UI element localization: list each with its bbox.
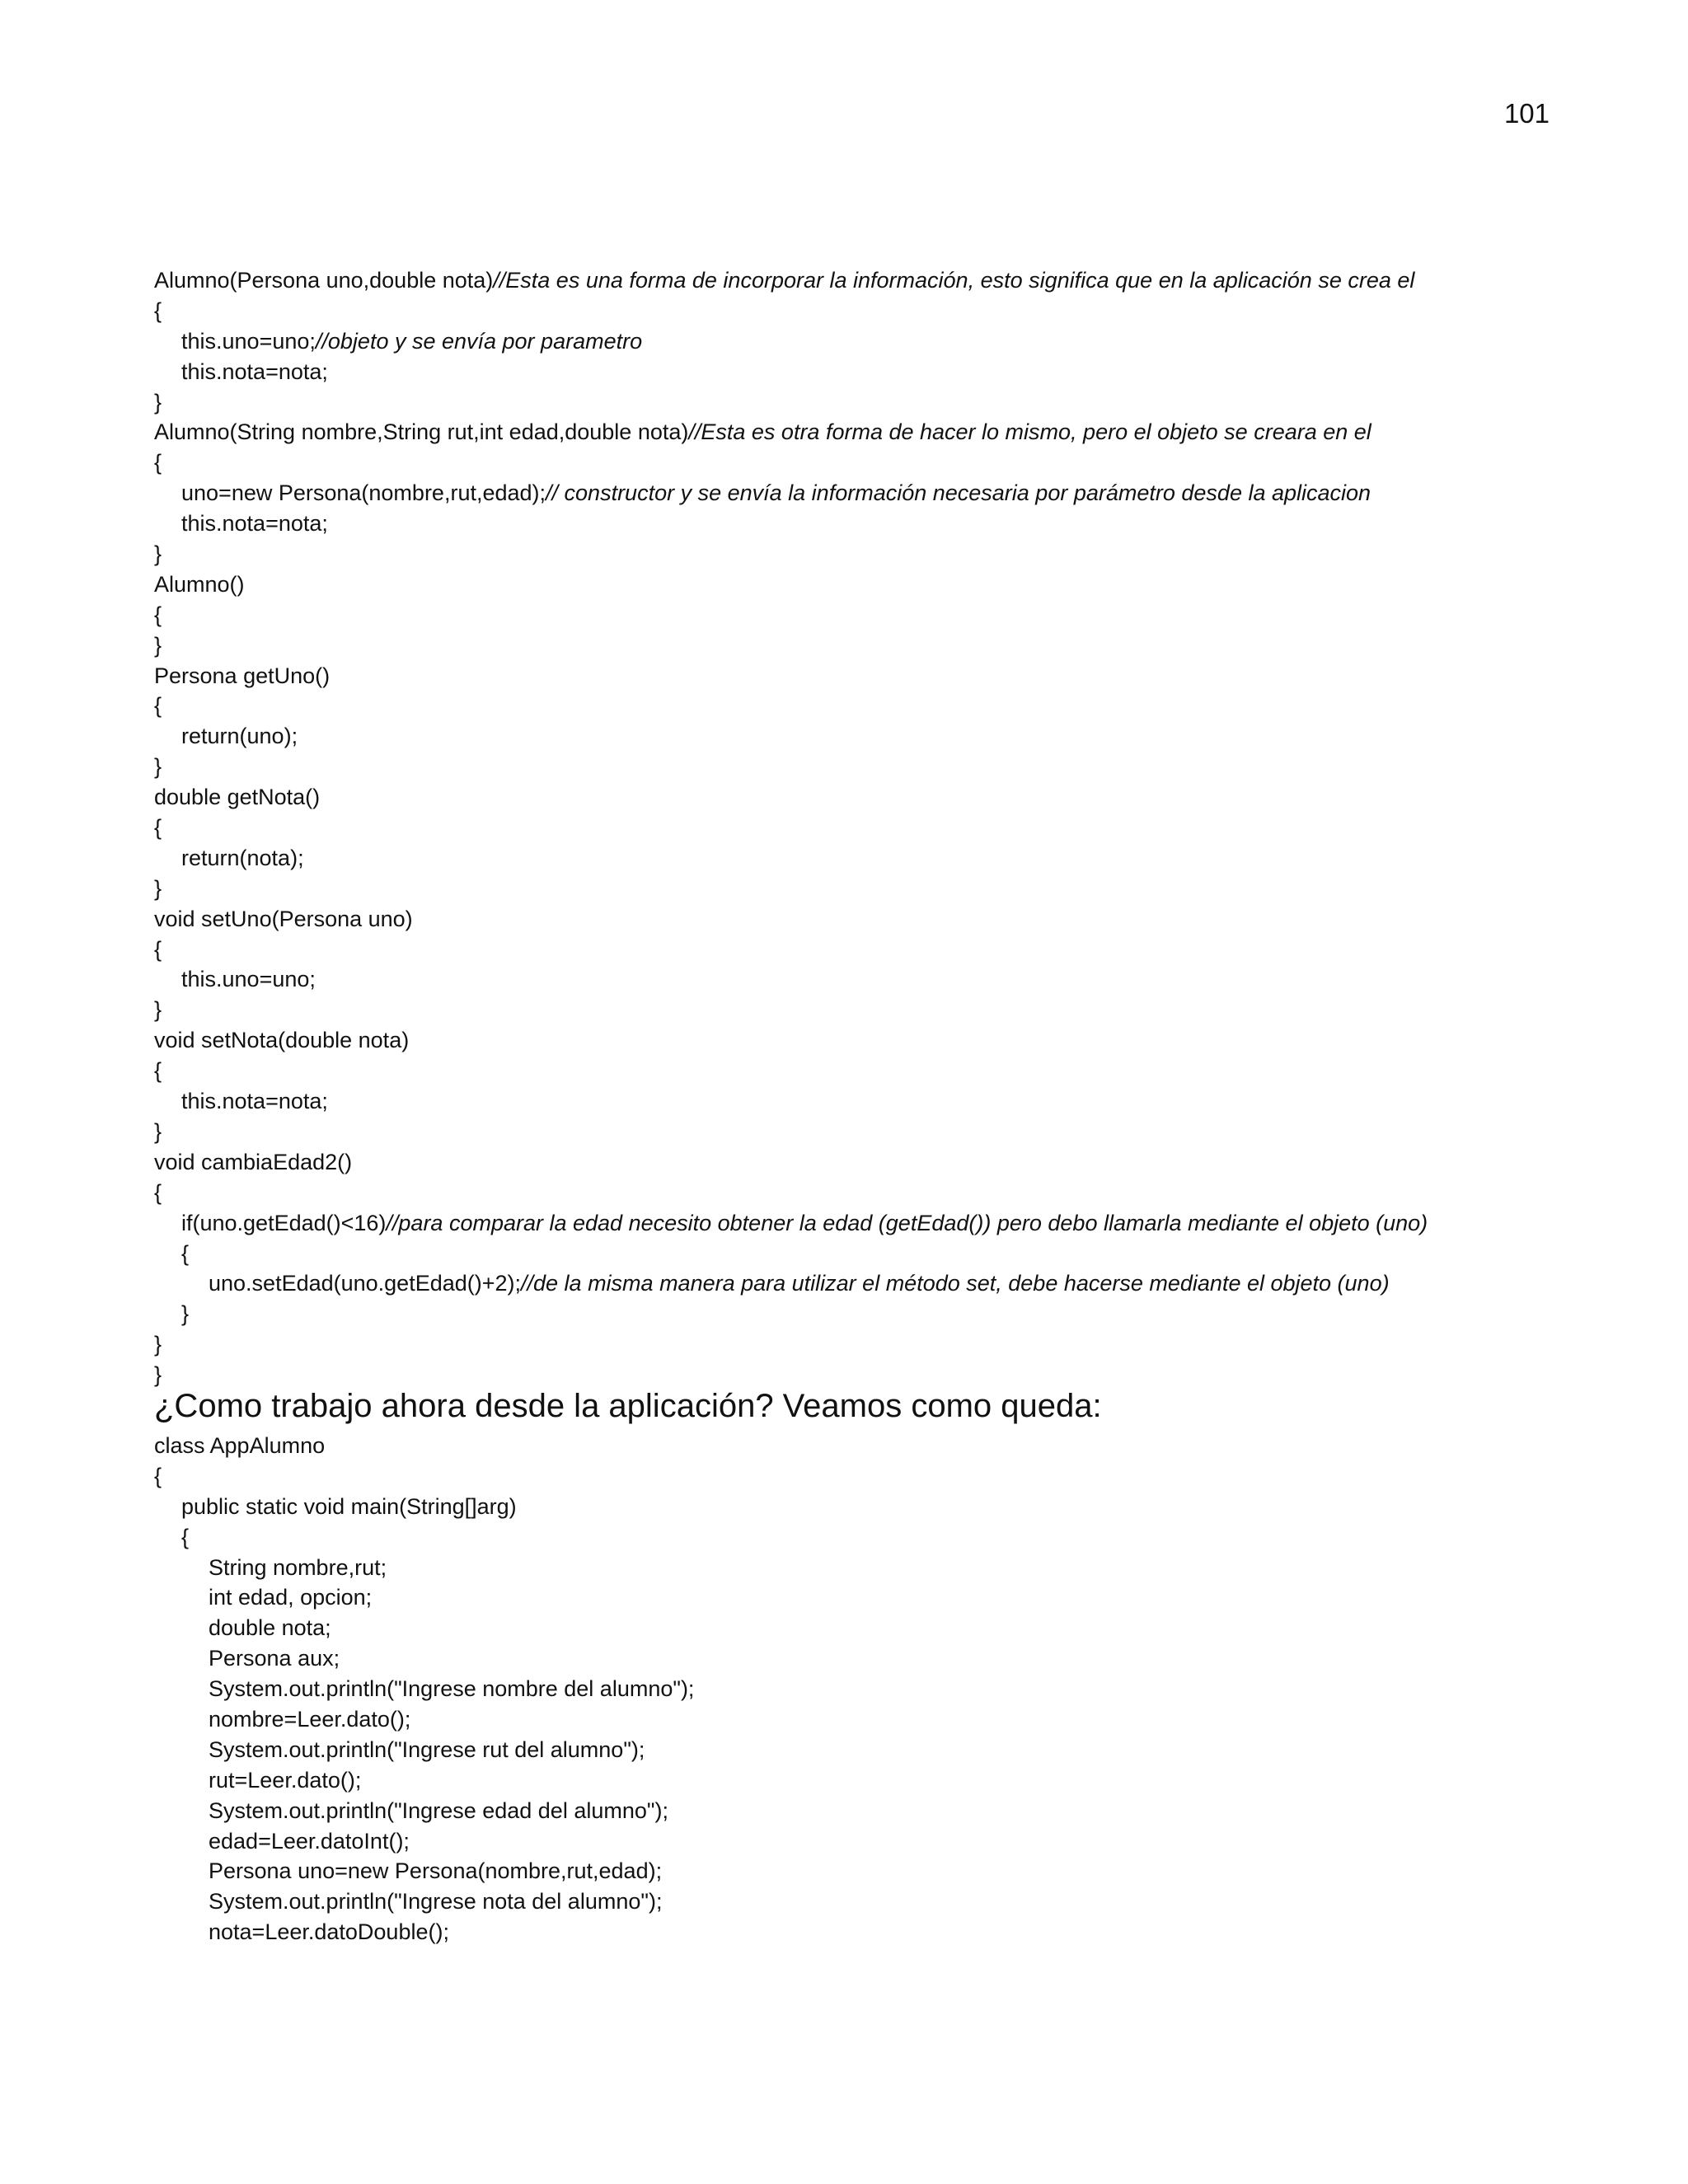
code-text: }	[154, 875, 162, 901]
code-text: {	[154, 450, 162, 476]
code-text: {	[154, 298, 162, 323]
code-comment: // constructor y se envía la información necesaria por parámetro desde la aplicacion	[546, 480, 1372, 506]
code-line	[154, 691, 1555, 721]
code-line	[154, 1553, 1555, 1583]
code-text: {	[154, 602, 162, 627]
code-text: {	[154, 1179, 162, 1205]
code-text: Persona uno=new Persona(nombre,rut,edad);	[209, 1858, 663, 1884]
code-line	[154, 1086, 1555, 1117]
code-line	[154, 1856, 1555, 1886]
code-text: this.nota=nota;	[181, 359, 328, 384]
code-line	[154, 904, 1555, 935]
code-text: class AppAlumno	[154, 1433, 326, 1458]
code-text: {	[154, 693, 162, 719]
code-block-alumno-class	[154, 265, 1555, 1390]
code-text: }	[154, 1362, 162, 1388]
code-text: edad=Leer.datoInt();	[209, 1828, 410, 1854]
code-comment: //Esta es una forma de incorporar la información, esto significa que en la aplicación se crea el	[493, 268, 1415, 293]
code-line	[154, 1826, 1555, 1857]
code-text: public static void main(String[]arg)	[181, 1493, 517, 1519]
code-line	[154, 296, 1555, 326]
code-line	[154, 600, 1555, 630]
code-comment: //objeto y se envía por parametro	[315, 328, 643, 354]
code-line	[154, 387, 1555, 418]
code-line	[154, 1117, 1555, 1147]
code-line	[154, 1886, 1555, 1917]
code-line	[154, 1765, 1555, 1796]
code-comment: //de la misma manera para utilizar el método set, debe hacerse mediante el objeto (uno)	[521, 1271, 1390, 1296]
code-line	[154, 1796, 1555, 1826]
code-line	[154, 1461, 1555, 1492]
code-line	[154, 1582, 1555, 1613]
code-text: }	[154, 1332, 162, 1357]
code-line	[154, 509, 1555, 539]
code-text: if(uno.getEdad()<16)	[181, 1210, 387, 1235]
code-text: double getNota()	[154, 785, 321, 810]
code-line	[154, 843, 1555, 874]
code-line	[154, 1299, 1555, 1329]
code-text: }	[154, 541, 162, 567]
code-line	[154, 478, 1555, 509]
code-text: this.nota=nota;	[181, 511, 328, 537]
code-text: }	[154, 754, 162, 780]
code-line	[154, 1056, 1555, 1086]
code-line	[154, 1735, 1555, 1765]
code-line	[154, 569, 1555, 600]
code-block-app-alumno	[154, 1431, 1555, 1947]
section-heading: ¿Como trabajo ahora desde la aplicación? Veamos como queda:	[154, 1388, 1102, 1424]
code-text: Persona aux;	[209, 1646, 340, 1671]
code-text: Persona getUno()	[154, 663, 331, 688]
code-line	[154, 1329, 1555, 1360]
code-text: this.nota=nota;	[181, 1089, 328, 1114]
page-number: 101	[1503, 98, 1550, 129]
code-text: System.out.println("Ingrese nombre del alumno");	[209, 1676, 695, 1702]
code-line	[154, 1147, 1555, 1178]
code-text: nota=Leer.datoDouble();	[209, 1919, 449, 1945]
code-line	[154, 1643, 1555, 1674]
code-line	[154, 1239, 1555, 1269]
code-line	[154, 813, 1555, 843]
code-text: }	[154, 389, 162, 415]
code-line	[154, 1268, 1555, 1299]
code-line	[154, 995, 1555, 1025]
code-text: rut=Leer.dato();	[209, 1767, 362, 1793]
code-text: Alumno(Persona uno,double nota)	[154, 268, 494, 293]
code-line	[154, 1613, 1555, 1643]
code-text: return(nota);	[181, 845, 304, 870]
code-line	[154, 721, 1555, 752]
code-comment: //Esta es otra forma de hacer lo mismo, pero el objeto se creara en el	[688, 419, 1372, 445]
code-text: void setUno(Persona uno)	[154, 906, 413, 931]
code-text: int edad, opcion;	[209, 1585, 373, 1610]
code-line	[154, 1208, 1555, 1239]
code-text: }	[154, 997, 162, 1023]
code-text: this.uno=uno;	[181, 328, 316, 354]
code-text: {	[154, 815, 162, 841]
code-line	[154, 417, 1555, 448]
code-line	[154, 1704, 1555, 1735]
code-text: {	[154, 936, 162, 962]
code-text: uno.setEdad(uno.getEdad()+2);	[209, 1271, 522, 1296]
code-text: System.out.println("Ingrese nota del alumno");	[209, 1889, 663, 1915]
code-line	[154, 630, 1555, 661]
code-line	[154, 326, 1555, 357]
code-line	[154, 1522, 1555, 1553]
code-text: uno=new Persona(nombre,rut,edad);	[181, 480, 546, 506]
code-text: {	[181, 1524, 190, 1549]
code-line	[154, 874, 1555, 904]
code-text: return(uno);	[181, 724, 298, 749]
code-text: }	[154, 1118, 162, 1144]
code-text: {	[181, 1240, 190, 1266]
code-comment: //para comparar la edad necesito obtener la edad (getEdad()) pero debo llamarla mediante el objeto (uno)	[386, 1210, 1428, 1235]
code-text: }	[181, 1301, 190, 1327]
code-line	[154, 782, 1555, 813]
code-text: {	[154, 1058, 162, 1084]
code-text: }	[154, 632, 162, 658]
code-line	[154, 752, 1555, 782]
code-line	[154, 1431, 1555, 1461]
code-text: {	[154, 1463, 162, 1488]
code-line	[154, 1492, 1555, 1522]
code-line	[154, 539, 1555, 569]
code-text: nombre=Leer.dato();	[209, 1707, 411, 1732]
code-text: void cambiaEdad2()	[154, 1149, 353, 1174]
code-text: void setNota(double nota)	[154, 1028, 410, 1053]
code-text: Alumno(String nombre,String rut,int edad,double nota)	[154, 419, 689, 445]
code-line	[154, 357, 1555, 387]
code-line	[154, 265, 1555, 296]
code-line	[154, 661, 1555, 691]
code-line	[154, 964, 1555, 995]
code-line	[154, 935, 1555, 965]
code-line	[154, 448, 1555, 478]
code-text: String nombre,rut;	[209, 1554, 387, 1580]
code-text: double nota;	[209, 1615, 331, 1641]
code-line	[154, 1917, 1555, 1947]
code-line	[154, 1674, 1555, 1704]
code-text: System.out.println("Ingrese rut del alumno");	[209, 1736, 645, 1762]
code-text: this.uno=uno;	[181, 967, 316, 992]
code-text: System.out.println("Ingrese edad del alumno");	[209, 1797, 668, 1823]
code-line	[154, 1025, 1555, 1056]
code-text: Alumno()	[154, 571, 245, 597]
code-line	[154, 1178, 1555, 1208]
